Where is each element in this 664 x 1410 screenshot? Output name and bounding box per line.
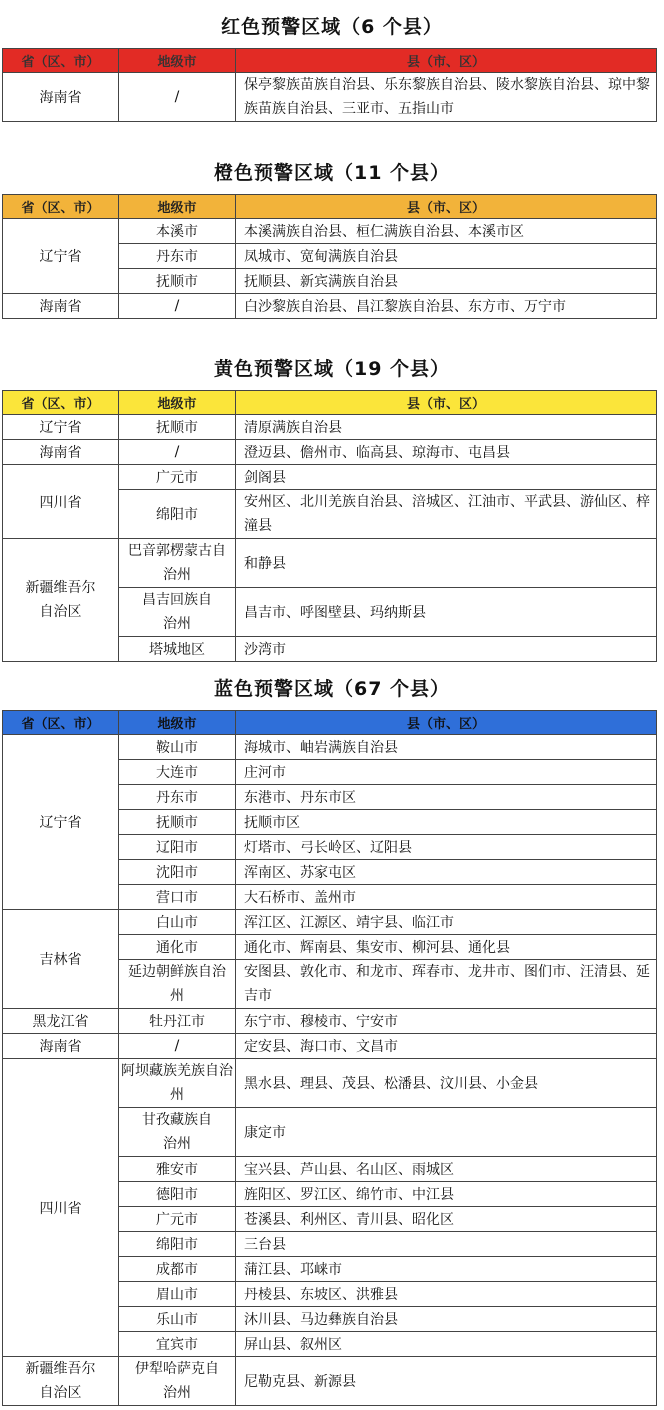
blue-warning-table: [2, 710, 657, 1406]
county-cell: 康定市: [236, 1108, 657, 1157]
city-cell: 昌吉回族自治州: [119, 588, 236, 637]
city-cell: 绵阳市: [119, 490, 236, 539]
city-cell: /: [119, 294, 236, 319]
city-cell: 营口市: [119, 885, 236, 910]
county-cell: 安州区、北川羌族自治县、涪城区、江油市、平武县、游仙区、梓潼县: [236, 490, 657, 539]
county-cell: 安图县、敦化市、和龙市、珲春市、龙井市、图们市、汪清县、延吉市: [236, 960, 657, 1009]
province-cell: 海南省: [3, 294, 119, 319]
city-cell: 抚顺市: [119, 810, 236, 835]
city-cell: 绵阳市: [119, 1232, 236, 1257]
county-cell: 澄迈县、儋州市、临高县、琼海市、屯昌县: [236, 440, 657, 465]
county-cell: 旌阳区、罗江区、绵竹市、中江县: [236, 1182, 657, 1207]
county-cell: 定安县、海口市、文昌市: [236, 1034, 657, 1059]
county-cell: 本溪满族自治县、桓仁满族自治县、本溪市区: [236, 219, 657, 244]
city-cell: 宜宾市: [119, 1332, 236, 1357]
county-cell: 凤城市、宽甸满族自治县: [236, 244, 657, 269]
county-cell: 海城市、岫岩满族自治县: [236, 735, 657, 760]
city-cell: 沈阳市: [119, 860, 236, 885]
county-cell: 剑阁县: [236, 465, 657, 490]
city-cell: /: [119, 73, 236, 122]
header-county: 县（市、区）: [236, 195, 657, 219]
city-cell: 广元市: [119, 1207, 236, 1232]
city-cell: 乐山市: [119, 1307, 236, 1332]
orange-warning-title: 橙色预警区域（11 个县）: [213, 162, 451, 184]
header-province: 省（区、市）: [3, 49, 119, 73]
county-cell: 灯塔市、弓长岭区、辽阳县: [236, 835, 657, 860]
city-cell: 牡丹江市: [119, 1009, 236, 1034]
header-county: 县（市、区）: [236, 391, 657, 415]
city-cell: 甘孜藏族自治州: [119, 1108, 236, 1157]
province-cell: 四川省: [3, 465, 119, 539]
city-cell: 鞍山市: [119, 735, 236, 760]
province-cell: 黑龙江省: [3, 1009, 119, 1034]
city-cell: /: [119, 1034, 236, 1059]
province-cell: 海南省: [3, 1034, 119, 1059]
city-cell: 丹东市: [119, 785, 236, 810]
province-cell: 四川省: [3, 1059, 119, 1357]
header-city: 地级市: [119, 195, 236, 219]
province-cell: 海南省: [3, 73, 119, 122]
city-cell: 雅安市: [119, 1157, 236, 1182]
county-cell: 大石桥市、盖州市: [236, 885, 657, 910]
header-county: 县（市、区）: [236, 711, 657, 735]
city-cell: 丹东市: [119, 244, 236, 269]
province-cell: 辽宁省: [3, 415, 119, 440]
county-cell: 沙湾市: [236, 637, 657, 662]
city-cell: 成都市: [119, 1257, 236, 1282]
city-cell: 抚顺市: [119, 415, 236, 440]
county-cell: 和静县: [236, 539, 657, 588]
county-cell: 抚顺市区: [236, 810, 657, 835]
county-cell: 三台县: [236, 1232, 657, 1257]
county-cell: 丹棱县、东坡区、洪雅县: [236, 1282, 657, 1307]
header-city: 地级市: [119, 391, 236, 415]
province-cell: 新疆维吾尔自治区: [3, 1357, 119, 1406]
county-cell: 黑水县、理县、茂县、松潘县、汶川县、小金县: [236, 1059, 657, 1108]
city-cell: 延边朝鲜族自治州: [119, 960, 236, 1009]
city-cell: 辽阳市: [119, 835, 236, 860]
county-cell: 沐川县、马边彝族自治县: [236, 1307, 657, 1332]
city-cell: 大连市: [119, 760, 236, 785]
county-cell: 尼勒克县、新源县: [236, 1357, 657, 1406]
county-cell: 浑江区、江源区、靖宇县、临江市: [236, 910, 657, 935]
county-cell: 东港市、丹东市区: [236, 785, 657, 810]
header-province: 省（区、市）: [3, 391, 119, 415]
orange-warning-table: [2, 194, 657, 319]
county-cell: 通化市、辉南县、集安市、柳河县、通化县: [236, 935, 657, 960]
county-cell: 宝兴县、芦山县、名山区、雨城区: [236, 1157, 657, 1182]
city-cell: 阿坝藏族羌族自治州: [119, 1059, 236, 1108]
province-cell: 辽宁省: [3, 219, 119, 294]
city-cell: 塔城地区: [119, 637, 236, 662]
header-province: 省（区、市）: [3, 195, 119, 219]
header-county: 县（市、区）: [236, 49, 657, 73]
county-cell: 屏山县、叙州区: [236, 1332, 657, 1357]
red-warning-title: 红色预警区域（6 个县）: [221, 16, 443, 38]
county-cell: 昌吉市、呼图壁县、玛纳斯县: [236, 588, 657, 637]
county-cell: 白沙黎族自治县、昌江黎族自治县、东方市、万宁市: [236, 294, 657, 319]
province-cell: 海南省: [3, 440, 119, 465]
yellow-warning-table: [2, 390, 657, 662]
city-cell: 德阳市: [119, 1182, 236, 1207]
header-province: 省（区、市）: [3, 711, 119, 735]
header-city: 地级市: [119, 711, 236, 735]
county-cell: 保亭黎族苗族自治县、乐东黎族自治县、陵水黎族自治县、琼中黎族苗族自治县、三亚市、五指山市: [236, 73, 657, 122]
red-warning-table: [2, 48, 657, 122]
county-cell: 蒲江县、邛崃市: [236, 1257, 657, 1282]
county-cell: 抚顺县、新宾满族自治县: [236, 269, 657, 294]
county-cell: 庄河市: [236, 760, 657, 785]
city-cell: 抚顺市: [119, 269, 236, 294]
county-cell: 清原满族自治县: [236, 415, 657, 440]
city-cell: 广元市: [119, 465, 236, 490]
header-city: 地级市: [119, 49, 236, 73]
city-cell: 眉山市: [119, 1282, 236, 1307]
city-cell: 通化市: [119, 935, 236, 960]
yellow-warning-title: 黄色预警区域（19 个县）: [213, 358, 451, 380]
city-cell: 本溪市: [119, 219, 236, 244]
province-cell: 吉林省: [3, 910, 119, 1009]
blue-warning-title: 蓝色预警区域（67 个县）: [213, 678, 451, 700]
county-cell: 苍溪县、利州区、青川县、昭化区: [236, 1207, 657, 1232]
province-cell: 辽宁省: [3, 735, 119, 910]
city-cell: 白山市: [119, 910, 236, 935]
city-cell: 伊犁哈萨克自治州: [119, 1357, 236, 1406]
city-cell: /: [119, 440, 236, 465]
city-cell: 巴音郭楞蒙古自治州: [119, 539, 236, 588]
province-cell: 新疆维吾尔自治区: [3, 539, 119, 662]
county-cell: 浑南区、苏家屯区: [236, 860, 657, 885]
county-cell: 东宁市、穆棱市、宁安市: [236, 1009, 657, 1034]
